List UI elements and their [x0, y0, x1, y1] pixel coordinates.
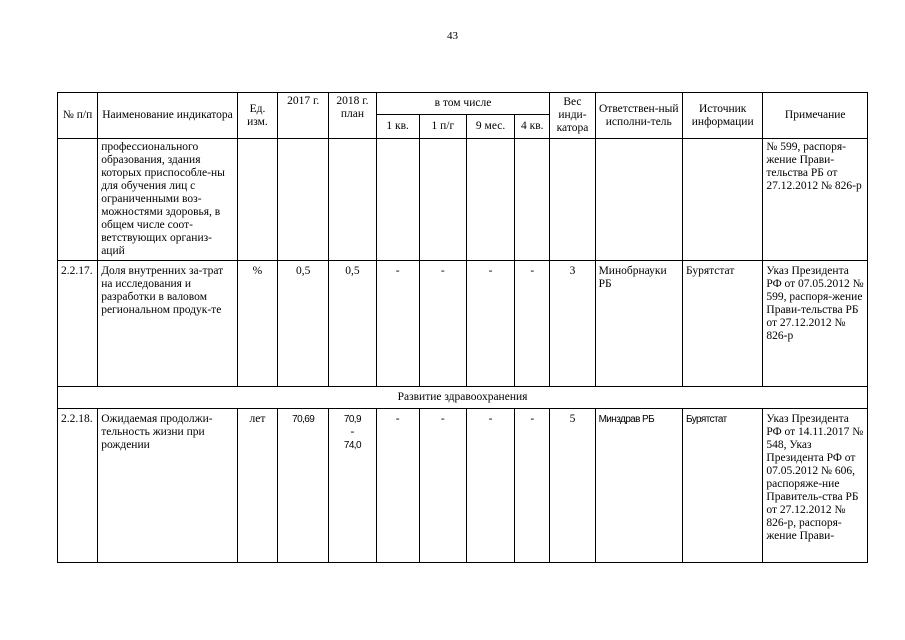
cell-unit: лет — [237, 409, 277, 563]
table-row — [58, 409, 868, 563]
cell-2018: 0,5 — [329, 261, 376, 387]
cell-q1: - — [376, 261, 419, 387]
cell-responsible: Минздрав РБ — [598, 414, 655, 425]
cell-source: Бурятстат — [686, 414, 727, 425]
cell-q1 — [376, 139, 419, 261]
cell-q4: - — [515, 261, 550, 387]
cell-unit — [237, 139, 277, 261]
cell-2017: 70,69 — [292, 414, 315, 425]
table-row — [58, 139, 868, 261]
header-q4: 4 кв. — [515, 115, 550, 139]
cell-name: профессионального образования, здания которых приспособле-ны для обучения лиц с ограниченными воз-можностями здоровья, в общем числе соот-ветствующих организ-аций — [98, 139, 238, 261]
page-number: 43 — [447, 30, 458, 42]
cell-source — [683, 139, 763, 261]
cell-note: № 599, распоря-жение Прави-тельства РБ от 27.12.2012 № 826-р — [763, 139, 868, 261]
cell-2017: 0,5 — [278, 261, 329, 387]
cell-num: 2.2.18. — [58, 409, 98, 563]
cell-2018-min: 70,9 — [343, 414, 361, 425]
cell-note: Указ Президента РФ от 07.05.2012 № 599, распоря-жение Прави-тельства РБ от 27.12.2012 № 826-р — [763, 261, 868, 387]
header-source: Источник информации — [683, 93, 763, 139]
table-row — [58, 261, 868, 387]
cell-weight: 3 — [550, 261, 595, 387]
cell-weight — [550, 139, 595, 261]
cell-name: Доля внутренних за-трат на исследования и разработки в валовом региональном продук-те — [98, 261, 238, 387]
cell-h1 — [419, 139, 466, 261]
cell-q4 — [515, 139, 550, 261]
cell-9m: - — [466, 409, 514, 563]
header-h1: 1 п/г — [419, 115, 466, 139]
header-note: Примечание — [763, 93, 868, 139]
section-row — [58, 387, 868, 409]
header-responsible: Ответствен-ный исполни-тель — [595, 93, 682, 139]
cell-q1: - — [376, 409, 419, 563]
header-2018: 2018 г. план — [329, 93, 376, 139]
indicators-table — [57, 92, 868, 563]
cell-q4: - — [515, 409, 550, 563]
cell-unit: % — [237, 261, 277, 387]
cell-note: Указ Президента РФ от 14.11.2017 № 548, Указ Президента РФ от 07.05.2012 № 606, распоряже-ние Правитель-ства РБ от 27.12.2012 № 826-р, распоря-жение Прави- — [763, 409, 868, 563]
cell-num — [58, 139, 98, 261]
header-num: № п/п — [58, 93, 98, 139]
cell-2018-max: 74,0 — [343, 440, 361, 451]
header-weight: Вес инди-катора — [550, 93, 595, 139]
header-9m: 9 мес. — [466, 115, 514, 139]
header-including: в том числе — [376, 93, 550, 115]
cell-num: 2.2.17. — [58, 261, 98, 387]
header-row — [58, 93, 868, 115]
cell-name: Ожидаемая продолжи-тельность жизни при рождении — [98, 409, 238, 563]
cell-2018 — [329, 139, 376, 261]
cell-2018-dash: - — [350, 426, 355, 438]
header-name: Наименование индикатора — [98, 93, 238, 139]
cell-source: Бурятстат — [683, 261, 763, 387]
cell-2017 — [278, 139, 329, 261]
section-title: Развитие здравоохранения — [58, 387, 868, 409]
cell-h1: - — [419, 261, 466, 387]
cell-weight: 5 — [550, 409, 595, 563]
cell-h1: - — [419, 409, 466, 563]
cell-9m — [466, 139, 514, 261]
header-q1: 1 кв. — [376, 115, 419, 139]
cell-9m: - — [466, 261, 514, 387]
header-unit: Ед. изм. — [237, 93, 277, 139]
header-2017: 2017 г. — [278, 93, 329, 139]
cell-responsible: Минобрнауки РБ — [595, 261, 682, 387]
cell-responsible — [595, 139, 682, 261]
